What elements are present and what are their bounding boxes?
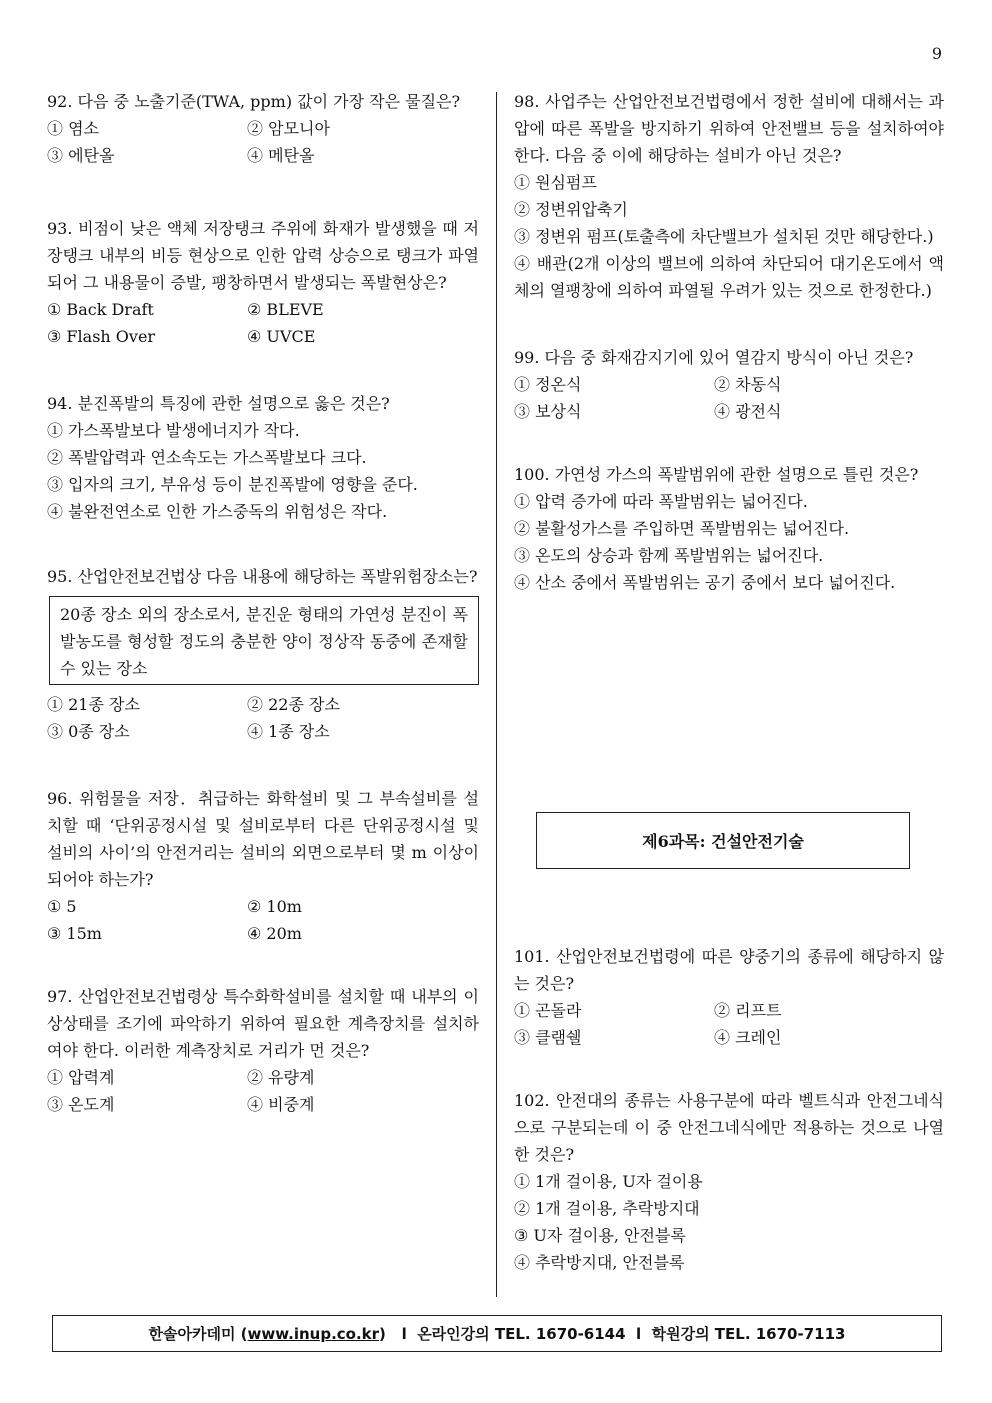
option-4: ④ 불완전연소로 인한 가스중독의 위험성은 작다.	[47, 502, 388, 521]
question-text: 102. 안전대의 종류는 사용구분에 따라 벨트식과 안전그네식으로 구분되는데 이 중 안전그네식에만 적용하는 것으로 나열한 것은?	[514, 1091, 944, 1164]
question-box: 20종 장소 외의 장소로서, 분진운 형태의 가연성 분진이 폭발농도를 형성할 정도의 충분한 양이 정상작 동중에 존재할 수 있는 장소	[49, 596, 479, 685]
option-3: ③ 온도의 상승과 함께 폭발범위는 넓어진다.	[514, 546, 824, 565]
option-3: ③ 보상식	[514, 402, 582, 421]
right-column	[514, 88, 944, 596]
option-3: ③ U자 걸이용, 안전블록	[514, 1226, 686, 1245]
options	[47, 115, 479, 169]
question-101	[514, 943, 944, 1051]
option-2: ② 차동식	[714, 375, 782, 394]
footer-url[interactable]: www.inup.co.kr	[247, 1324, 380, 1343]
question-text: 92. 다음 중 노출기준(TWA, ppm) 값이 가장 작은 물질은?	[47, 92, 461, 111]
option-4: ④ 1종 장소	[247, 722, 330, 741]
footer-brand: 한솔아카데미	[148, 1325, 236, 1343]
footer-academy: 학원강의 TEL. 1670-7113	[651, 1325, 846, 1343]
option-2: ② 폭발압력과 연소속도는 가스폭발보다 크다.	[47, 448, 367, 467]
option-1: ① 염소	[47, 119, 99, 138]
option-3: ③ 에탄올	[47, 146, 115, 165]
right-column-lower	[514, 943, 944, 1276]
option-3: ③ 입자의 크기, 부유성 등이 분진폭발에 영향을 준다.	[47, 475, 418, 494]
left-column	[47, 88, 479, 1118]
option-4: ④ 광전식	[714, 402, 782, 421]
options	[47, 417, 479, 525]
option-4: ④ 20m	[247, 924, 302, 943]
option-3: ③ Flash Over	[47, 327, 156, 346]
option-1: ① 가스폭발보다 발생에너지가 작다.	[47, 421, 300, 440]
footer-separator: l	[401, 1324, 407, 1343]
footer-separator: l	[636, 1324, 642, 1343]
page-number: 9	[931, 44, 942, 63]
option-4: ④ 비중계	[247, 1095, 315, 1114]
option-1: ① 1개 걸이용, U자 걸이용	[514, 1172, 703, 1191]
option-3: ③ 클램쉘	[514, 1028, 582, 1047]
options	[514, 1168, 944, 1276]
question-92	[47, 88, 479, 169]
option-1: ① 5	[47, 897, 77, 916]
question-text: 99. 다음 중 화재감지기에 있어 열감지 방식이 아닌 것은?	[514, 348, 914, 367]
option-2: ② 10m	[247, 897, 302, 916]
option-2: ② 22종 장소	[247, 695, 340, 714]
column-divider	[496, 92, 497, 1297]
question-text: 96. 위험물을 저장．취급하는 화학설비 및 그 부속설비를 설치할 때 ‘단위공정시설 및 설비로부터 다른 단위공정시설 및 설비의 사이’의 안전거리는 설비의 외면으로부터 몇 m 이상이 되어야 하는가?	[47, 789, 479, 889]
option-4: ④ 메탄올	[247, 146, 315, 165]
question-text: 98. 사업주는 산업안전보건법령에서 정한 설비에 대해서는 과압에 따른 폭발을 방지하기 위하여 안전밸브 등을 설치하여야 한다. 다음 중 이에 해당하는 설비가 아닌 것은?	[514, 92, 944, 165]
option-1: ① 곤돌라	[514, 1001, 582, 1020]
option-4: ④ 배관(2개 이상의 밸브에 의하여 차단되어 대기온도에서 액체의 열팽창에 의하여 파열될 우려가 있는 것으로 한정한다.)	[514, 254, 944, 300]
section-title: 제6과목: 건설안전기술	[536, 812, 910, 869]
option-4: ④ 추락방지대, 안전블록	[514, 1253, 685, 1272]
option-1: ① 정온식	[514, 375, 582, 394]
options	[514, 169, 944, 304]
option-2: ② 1개 걸이용, 추락방지대	[514, 1199, 700, 1218]
question-94	[47, 390, 479, 525]
option-1: ① Back Draft	[47, 300, 154, 319]
options	[47, 296, 479, 350]
option-3: ③ 15m	[47, 924, 102, 943]
question-text: 93. 비점이 낮은 액체 저장탱크 주위에 화재가 발생했을 때 저장탱크 내부의 비등 현상으로 인한 압력 상승으로 탱크가 파열되어 그 내용물이 증발, 팽창하면서 발생되는 폭발현상은?	[47, 219, 479, 292]
option-1: ① 21종 장소	[47, 695, 140, 714]
options	[514, 488, 944, 596]
option-4: ④ 크레인	[714, 1028, 782, 1047]
options	[514, 997, 944, 1051]
question-text: 100. 가연성 가스의 폭발범위에 관한 설명으로 틀린 것은?	[514, 465, 919, 484]
option-1: ① 압력계	[47, 1068, 115, 1087]
option-3: ③ 0종 장소	[47, 722, 130, 741]
question-99	[514, 344, 944, 425]
option-4: ④ UVCE	[247, 327, 316, 346]
option-3: ③ 정변위 펌프(토출측에 차단밸브가 설치된 것만 해당한다.)	[514, 227, 934, 246]
options	[47, 691, 479, 745]
question-text: 95. 산업안전보건법상 다음 내용에 해당하는 폭발위험장소는?	[47, 567, 478, 586]
question-text: 101. 산업안전보건법령에 따른 양중기의 종류에 해당하지 않는 것은?	[514, 947, 944, 993]
option-2: ② 암모니아	[247, 119, 330, 138]
option-3: ③ 온도계	[47, 1095, 115, 1114]
question-93	[47, 215, 479, 350]
option-2: ② 유량계	[247, 1068, 315, 1087]
option-2: ② 불활성가스를 주입하면 폭발범위는 넓어진다.	[514, 519, 850, 538]
option-1: ① 원심펌프	[514, 173, 597, 192]
options	[47, 1064, 479, 1118]
option-2: ② 정변위압축기	[514, 200, 628, 219]
options	[514, 371, 944, 425]
options	[47, 893, 479, 947]
option-4: ④ 산소 중에서 폭발범위는 공기 중에서 보다 넓어진다.	[514, 573, 896, 592]
question-97	[47, 983, 479, 1118]
question-100	[514, 461, 944, 596]
question-95	[47, 563, 479, 745]
question-text: 97. 산업안전보건법령상 특수화학설비를 설치할 때 내부의 이상상태를 조기에 파악하기 위하여 필요한 계측장치를 설치하여야 한다. 이러한 계측장치로 거리가 먼 것은?	[47, 987, 479, 1060]
footer: 한솔아카데미 ( www.inup.co.kr ) l 온라인강의 TEL. 1670-6144 l 학원강의 TEL. 1670-7113	[52, 1315, 942, 1352]
footer-online: 온라인강의 TEL. 1670-6144	[417, 1325, 626, 1343]
option-1: ① 압력 증가에 따라 폭발범위는 넓어진다.	[514, 492, 808, 511]
question-98	[514, 88, 944, 304]
option-2: ② 리프트	[714, 1001, 782, 1020]
question-96	[47, 785, 479, 947]
option-2: ② BLEVE	[247, 300, 324, 319]
question-text: 94. 분진폭발의 특징에 관한 설명으로 옳은 것은?	[47, 394, 390, 413]
question-102	[514, 1087, 944, 1276]
